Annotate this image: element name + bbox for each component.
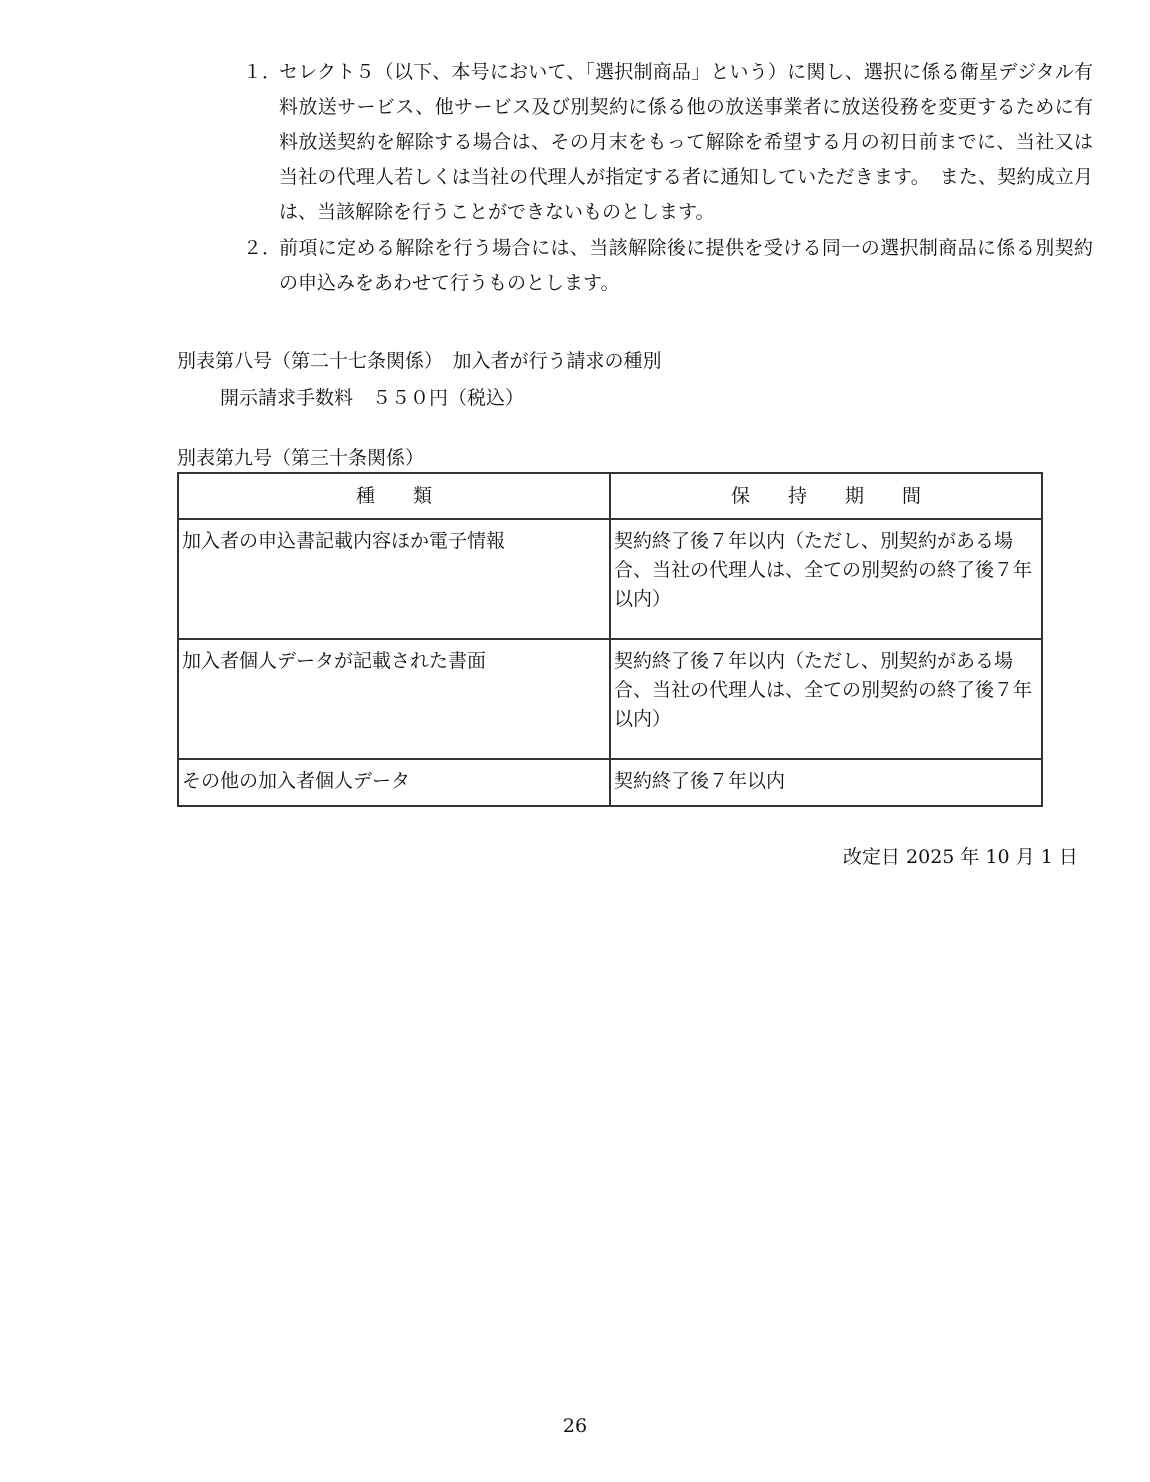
table-header-row bbox=[178, 473, 1042, 519]
retention-period-table bbox=[177, 472, 1043, 807]
table-cell-period: 契約終了後７年以内（ただし、別契約がある場合、当社の代理人は、全ての別契約の終了後７年以内） bbox=[610, 639, 1042, 759]
table-row bbox=[178, 759, 1042, 806]
table-cell-period: 契約終了後７年以内 bbox=[610, 759, 1042, 806]
appendix-9-heading: 別表第九号（第三十条関係） bbox=[177, 447, 425, 469]
numbered-clauses bbox=[243, 55, 1093, 302]
clause-2-text: 前項に定める解除を行う場合には、当該解除後に提供を受ける同一の選択制商品に係る別契約の申込みをあわせて行うものとします。 bbox=[279, 237, 1093, 294]
table-cell-type: その他の加入者個人データ bbox=[178, 759, 610, 806]
disclosure-fee-line: 開示請求手数料 ５５０円（税込） bbox=[220, 387, 525, 409]
table-cell-type: 加入者の申込書記載内容ほか電子情報 bbox=[178, 519, 610, 639]
clause-1-number: １． bbox=[243, 61, 282, 83]
table-cell-period: 契約終了後７年以内（ただし、別契約がある場合、当社の代理人は、全ての別契約の終了後７年以内） bbox=[610, 519, 1042, 639]
page-number: 26 bbox=[562, 1415, 588, 1437]
appendix-8-heading: 別表第八号（第二十七条関係） 加入者が行う請求の種別 bbox=[177, 350, 662, 372]
clause-2 bbox=[243, 231, 1093, 301]
table-cell-type: 加入者個人データが記載された書面 bbox=[178, 639, 610, 759]
revision-date: 改定日 2025 年 10 月 1 日 bbox=[843, 846, 1078, 868]
column-header-type: 種 類 bbox=[178, 473, 610, 519]
table-row bbox=[178, 519, 1042, 639]
clause-1-text: セレクト５（以下、本号において、「選択制商品」という）に関し、選択に係る衛星デジタル有料放送サービス、他サービス及び別契約に係る他の放送事業者に放送役務を変更するために有料放送契約を解除する場合は、その月末をもって解除を希望する月の初日前までに、当社又は当社の代理人若しくは当社の代理人が指定する者に通知していただきます。 また、契約成立月は、当該解除を行うことができないものとします。 bbox=[279, 61, 1093, 223]
clause-1 bbox=[243, 55, 1093, 230]
clause-2-number: ２． bbox=[243, 237, 282, 259]
table-row bbox=[178, 639, 1042, 759]
column-header-retention-period: 保 持 期 間 bbox=[610, 473, 1042, 519]
